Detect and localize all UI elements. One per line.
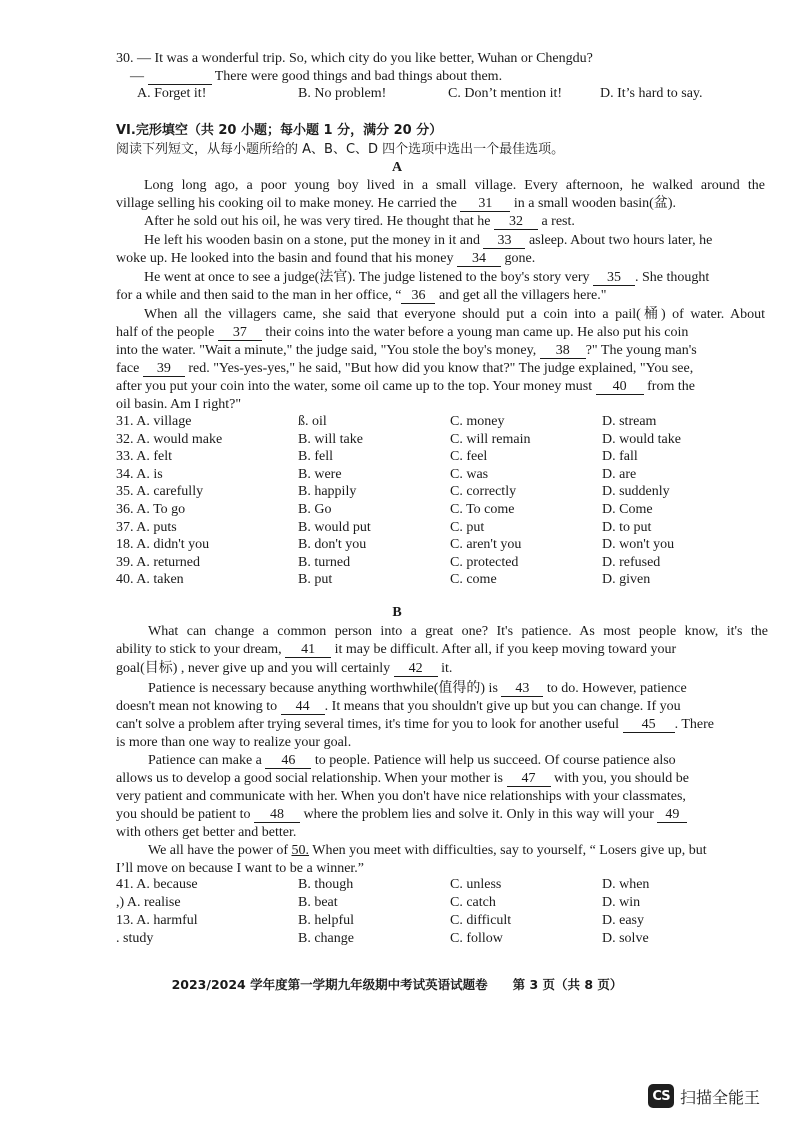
question-a-option: 34. A. is bbox=[116, 466, 163, 482]
question-a-option: B. were bbox=[298, 466, 342, 482]
question-a-option: B. don't you bbox=[298, 537, 367, 553]
question-a-option: 18. A. didn't you bbox=[116, 537, 210, 553]
blank-40: 40 bbox=[596, 379, 644, 395]
question-a-option: C. come bbox=[450, 572, 497, 588]
question-b-option: B. helpful bbox=[298, 913, 354, 928]
scanner-watermark bbox=[648, 1084, 760, 1108]
question-a-option: C. will remain bbox=[450, 431, 531, 447]
passage-a-line: oil basin. Am I right?" bbox=[116, 397, 242, 412]
question-b-option: . study bbox=[116, 931, 154, 946]
blank-31: 31 bbox=[460, 196, 510, 212]
passage-a-line: face 39 red. "Yes-yes-yes," he said, "But how did you know that?" The judge explained, "You see, bbox=[116, 361, 694, 376]
question-a-option: C. correctly bbox=[450, 484, 517, 500]
question-a-option: 36. A. To go bbox=[116, 502, 186, 517]
question-b-option: C. difficult bbox=[450, 913, 512, 928]
question-a-option: C. feel bbox=[450, 449, 488, 465]
passage-a-line: When all the villagers came, she said that everyone should put a coin into a pail(桶) of water. About bbox=[144, 307, 765, 322]
q30-blank bbox=[148, 69, 212, 85]
question-a-option: C. aren't you bbox=[450, 537, 522, 553]
question-b-option: B. though bbox=[298, 877, 354, 892]
question-a-option: D. won't you bbox=[602, 537, 675, 553]
camscanner-logo-icon: CS bbox=[648, 1084, 674, 1108]
blank-46: 46 bbox=[265, 753, 311, 769]
passage-b-line: you should be patient to 48 where the problem lies and solve it. Only in this way will your 49 bbox=[116, 806, 687, 824]
q30-option-a: A. Forget it! bbox=[137, 86, 207, 101]
question-b-option: B. change bbox=[298, 931, 354, 946]
question-a-option: D. Come bbox=[602, 502, 653, 517]
q30-reply: There were good things and bad things about them. bbox=[211, 69, 503, 84]
passage-b-line: doesn't mean not knowing to 44 . It means that you shouldn't give up but you can change. If you bbox=[116, 699, 681, 714]
watermark-text: 扫描全能王 bbox=[680, 1087, 761, 1107]
blank-39: 39 bbox=[143, 361, 185, 377]
section-title: VI.完形填空（共 20 小题；每小题 1 分，满分 20 分） bbox=[116, 123, 443, 138]
blank-49: 49 bbox=[657, 807, 687, 823]
passage-a-line: Long long ago, a poor young boy lived in a small village. Every afternoon, he walked around the bbox=[144, 178, 765, 193]
question-a-option: B. would put bbox=[298, 519, 371, 535]
passage-b-label: B bbox=[392, 605, 402, 620]
question-a-option: 31. A. village bbox=[116, 414, 192, 429]
question-a-option: D. would take bbox=[602, 431, 681, 447]
question-a-option: B. Go bbox=[298, 502, 332, 517]
question-a-option: D. suddenly bbox=[602, 484, 670, 500]
question-b-option: C. follow bbox=[450, 931, 503, 946]
question-a-option: 32. A. would make bbox=[116, 431, 223, 447]
passage-a-line: into the water. "Wait a minute," the judge said, "You stole the boy's money, 38 ?" The young man's bbox=[116, 343, 697, 358]
question-b-option: 41. A. because bbox=[116, 877, 198, 892]
passage-a-label: A bbox=[391, 160, 403, 175]
passage-b-line: Patience is necessary because anything worthwhile(值得的) is 43 to do. However, patience bbox=[148, 681, 687, 696]
blank-32: 32 bbox=[494, 214, 538, 230]
blank-34: 34 bbox=[457, 251, 501, 267]
question-b-option: B. beat bbox=[298, 895, 338, 910]
blank-42: 42 bbox=[394, 661, 438, 677]
question-a-option: C. protected bbox=[450, 554, 519, 570]
section-instruction: 阅读下列短文，从每小题所给的 A、B、C、D 四个选项中选出一个最佳选项。 bbox=[116, 142, 565, 157]
question-a-option: D. stream bbox=[602, 414, 657, 429]
q30-option-b: B. No problem! bbox=[298, 86, 387, 101]
question-a-option: D. are bbox=[602, 466, 637, 482]
question-b-option: C. catch bbox=[450, 895, 496, 910]
question-b-option: D. solve bbox=[602, 931, 649, 946]
question-a-option: C. put bbox=[450, 519, 485, 535]
question-a-option: C. money bbox=[450, 414, 505, 429]
blank-43: 43 bbox=[501, 681, 543, 697]
blank-33: 33 bbox=[483, 233, 525, 249]
passage-b-line: Patience can make a 46 to people. Patience will help us succeed. Of course patience also bbox=[148, 753, 676, 768]
page-footer: 2023/2024 学年度第一学期九年级期中考试英语试题卷 第 3 页（共 8 页） bbox=[171, 977, 623, 992]
passage-b-line: I’ll move on because I want to be a winner.” bbox=[116, 861, 365, 876]
passage-a-line: for a while and then said to the man in her office, “ 36 and get all the villagers here." bbox=[116, 288, 607, 303]
question-b-option: 13. A. harmful bbox=[116, 913, 198, 928]
question-a-option: 33. A. felt bbox=[116, 449, 172, 465]
question-a-option: B. put bbox=[298, 572, 333, 588]
passage-a-line: half of the people 37 their coins into the water before a young man came up. He also put his coin bbox=[116, 325, 689, 340]
passage-b-line: ability to stick to your dream, 41 it may be difficult. After all, if you keep moving toward your bbox=[116, 642, 677, 657]
passage-a-line: woke up. He looked into the basin and found that his money 34 gone. bbox=[116, 251, 536, 266]
question-b-option: ,) A. realise bbox=[116, 895, 181, 910]
blank-45: 45 bbox=[623, 717, 675, 733]
blank-47: 47 bbox=[507, 771, 551, 787]
question-b-option: D. when bbox=[602, 877, 650, 892]
passage-a-line: He left his wooden basin on a stone, put the money in it and 33 asleep. About two hours later, he bbox=[144, 233, 713, 248]
passage-a-line: village selling his cooking oil to make money. He carried the 31 in a small wooden basin(盆). bbox=[116, 196, 676, 211]
q30-dash: — bbox=[130, 69, 148, 84]
q30-option-d: D. It’s hard to say. bbox=[600, 86, 703, 101]
question-a-option: ß. oil bbox=[298, 414, 327, 429]
blank-37: 37 bbox=[218, 325, 262, 341]
passage-b-line: We all have the power of 50. When you meet with difficulties, say to yourself, “ Losers give up, but bbox=[148, 843, 707, 858]
passage-b-line: can't solve a problem after trying several times, it's time for you to look for another useful 45 . There bbox=[116, 717, 714, 732]
blank-50: 50. bbox=[291, 843, 309, 858]
q30-answer-line bbox=[130, 68, 502, 86]
question-a-option: D. to put bbox=[602, 519, 652, 535]
question-a-option: D. refused bbox=[602, 554, 661, 570]
blank-38: 38 bbox=[540, 343, 586, 359]
passage-b-line: with others get better and better. bbox=[116, 825, 297, 840]
question-a-option: 40. A. taken bbox=[116, 572, 184, 588]
passage-b-line: allows us to develop a good social relationship. When your mother is 47 with you, you should be bbox=[116, 771, 689, 786]
blank-36: 36 bbox=[401, 288, 435, 304]
question-a-option: D. given bbox=[602, 572, 651, 588]
blank-44: 44 bbox=[281, 699, 325, 715]
passage-b-line: What can change a common person into a great one? It's patience. As most people know, it's the bbox=[148, 624, 768, 639]
question-a-option: 39. A. returned bbox=[116, 554, 200, 570]
question-a-option: C. was bbox=[450, 466, 489, 482]
question-a-option: B. fell bbox=[298, 449, 333, 465]
question-b-option: D. easy bbox=[602, 913, 644, 928]
question-a-option: 37. A. puts bbox=[116, 519, 177, 535]
blank-41: 41 bbox=[285, 642, 331, 658]
passage-b-line: goal(目标) , never give up and you will certainly 42 it. bbox=[116, 661, 453, 676]
blank-48: 48 bbox=[254, 807, 300, 823]
passage-a-line: after you put your coin into the water, some oil came up to the top. Your money must 40 from the bbox=[116, 379, 695, 394]
question-a-option: B. will take bbox=[298, 431, 363, 447]
question-b-option: C. unless bbox=[450, 877, 502, 892]
question-a-option: 35. A. carefully bbox=[116, 484, 204, 500]
question-a-option: B. turned bbox=[298, 554, 351, 570]
passage-a-line: After he sold out his oil, he was very tired. He thought that he 32 a rest. bbox=[144, 214, 575, 229]
passage-b-line: very patient and communicate with her. When you don't have nice relationships with your classmates, bbox=[116, 789, 686, 804]
passage-a-line: He went at once to see a judge(法官). The judge listened to the boy's story very 35 . She thought bbox=[144, 270, 710, 285]
question-a-option: B. happily bbox=[298, 484, 357, 500]
question-a-option: D. fall bbox=[602, 449, 638, 465]
q30-option-c: C. Don’t mention it! bbox=[448, 86, 563, 101]
passage-b-line: is more than one way to realize your goal. bbox=[116, 735, 352, 750]
q30-question: 30. — It was a wonderful trip. So, which city do you like better, Wuhan or Chengdu? bbox=[116, 51, 593, 66]
blank-35: 35 bbox=[593, 270, 635, 286]
question-a-option: C. To come bbox=[450, 502, 515, 517]
question-b-option: D. win bbox=[602, 895, 641, 910]
